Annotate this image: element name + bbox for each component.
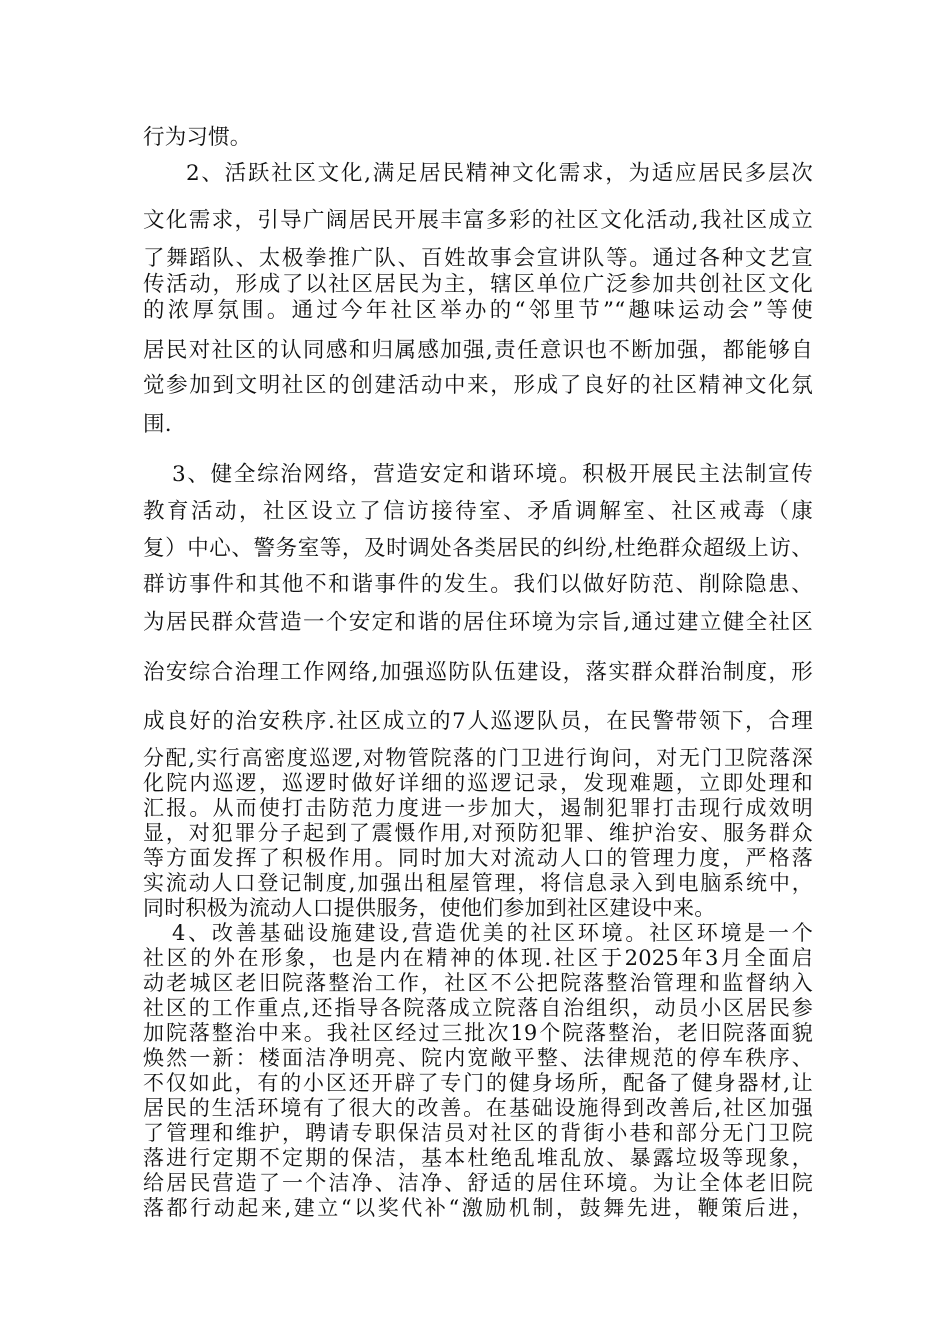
- text-line: 同时积极为流动人口提供服务，使他们参加到社区建设中来。: [143, 896, 716, 920]
- text-line: 为居民群众营造一个安定和谐的居住环境为宗旨,通过建立健全社区: [143, 610, 813, 635]
- text-line: 教育活动，社区设立了信访接待室、矛盾调解室、社区戒毒（康: [143, 499, 813, 524]
- text-line: 围.: [143, 412, 172, 437]
- text-line: 治安综合治理工作网络,加强巡防队伍建设，落实群众群治制度，形: [143, 660, 813, 685]
- text-line: 成良好的治安秩序.社区成立的7人巡逻队员，在民警带领下，合理: [143, 709, 813, 734]
- text-line: 给居民营造了一个洁净、洁净、舒适的居住环境。为让全体老旧院: [143, 1171, 813, 1195]
- text-line: 汇报。从而使打击防范力度进一步加大，遏制犯罪打击现行成效明: [143, 796, 813, 820]
- text-line: 分配,实行高密度巡逻,对物管院落的门卫进行询问，对无门卫院落深: [143, 746, 813, 770]
- paragraph-4-first-line: 4、改善基础设施建设,营造优美的社区环境。社区环境是一个: [172, 921, 813, 945]
- text-line: 显，对犯罪分子起到了震慑作用,对预防犯罪、维护治安、服务群众: [143, 821, 813, 845]
- paragraph-2-first-line: 2、活跃社区文化,满足居民精神文化需求，为适应居民多层次: [186, 161, 813, 186]
- text-line: 加院落整治中来。我社区经过三批次19个院落整治，老旧院落面貌: [143, 1021, 813, 1045]
- text-line: 不仅如此，有的小区还开辟了专门的健身场所，配备了健身器材,让: [143, 1071, 813, 1095]
- text-line: 化院内巡逻，巡逻时做好详细的巡逻记录，发现难题，立即处理和: [143, 771, 813, 795]
- text-line: 了管理和维护，聘请专职保洁员对社区的背街小巷和部分无门卫院: [143, 1121, 813, 1145]
- text-line: 居民的生活环境有了很大的改善。在基础设施得到改善后,社区加强: [143, 1096, 813, 1120]
- text-line: 觉参加到文明社区的创建活动中来，形成了良好的社区精神文化氛: [143, 373, 813, 398]
- text-line: 落都行动起来,建立“以奖代补“激励机制，鼓舞先进，鞭策后进，: [143, 1196, 813, 1220]
- text-line: 动老城区老旧院落整治工作，社区不公把院落整治管理和监督纳入: [143, 971, 813, 995]
- text-line: 的浓厚氛围。通过今年社区举办的“邻里节”“趣味运动会”等使: [143, 298, 813, 323]
- text-line: 行为习惯。: [143, 125, 252, 150]
- text-line: 居民对社区的认同感和归属感加强,责任意识也不断加强，都能够自: [143, 338, 813, 363]
- text-line: 了舞蹈队、太极拳推广队、百姓故事会宣讲队等。通过各种文艺宣: [143, 246, 813, 271]
- text-line: 群访事件和其他不和谐事件的发生。我们以做好防范、削除隐患、: [143, 572, 813, 597]
- text-line: 社区的外在形象，也是内在精神的体现.社区于2025年3月全面启: [143, 946, 813, 970]
- text-line: 文化需求，引导广阔居民开展丰富多彩的社区文化活动,我社区成立: [143, 208, 813, 233]
- text-line: 复）中心、警务室等，及时调处各类居民的纠纷,杜绝群众超级上访、: [143, 536, 813, 561]
- paragraph-3-first-line: 3、健全综治网络，营造安定和谐环境。积极开展民主法制宣传: [172, 462, 813, 487]
- text-line: 等方面发挥了积极作用。同时加大对流动人口的管理力度，严格落: [143, 846, 813, 870]
- text-line: 落进行定期不定期的保洁，基本杜绝乱堆乱放、暴露垃圾等现象，: [143, 1146, 813, 1170]
- text-line: 社区的工作重点,还指导各院落成立院落自治组织，动员小区居民参: [143, 996, 813, 1020]
- text-line: 传活动，形成了以社区居民为主，辖区单位广泛参加共创社区文化: [143, 272, 813, 297]
- text-line: 实流动人口登记制度,加强出租屋管理，将信息录入到电脑系统中，: [143, 871, 813, 895]
- text-line: 焕然一新：楼面洁净明亮、院内宽敞平整、法律规范的停车秩序、: [143, 1046, 813, 1070]
